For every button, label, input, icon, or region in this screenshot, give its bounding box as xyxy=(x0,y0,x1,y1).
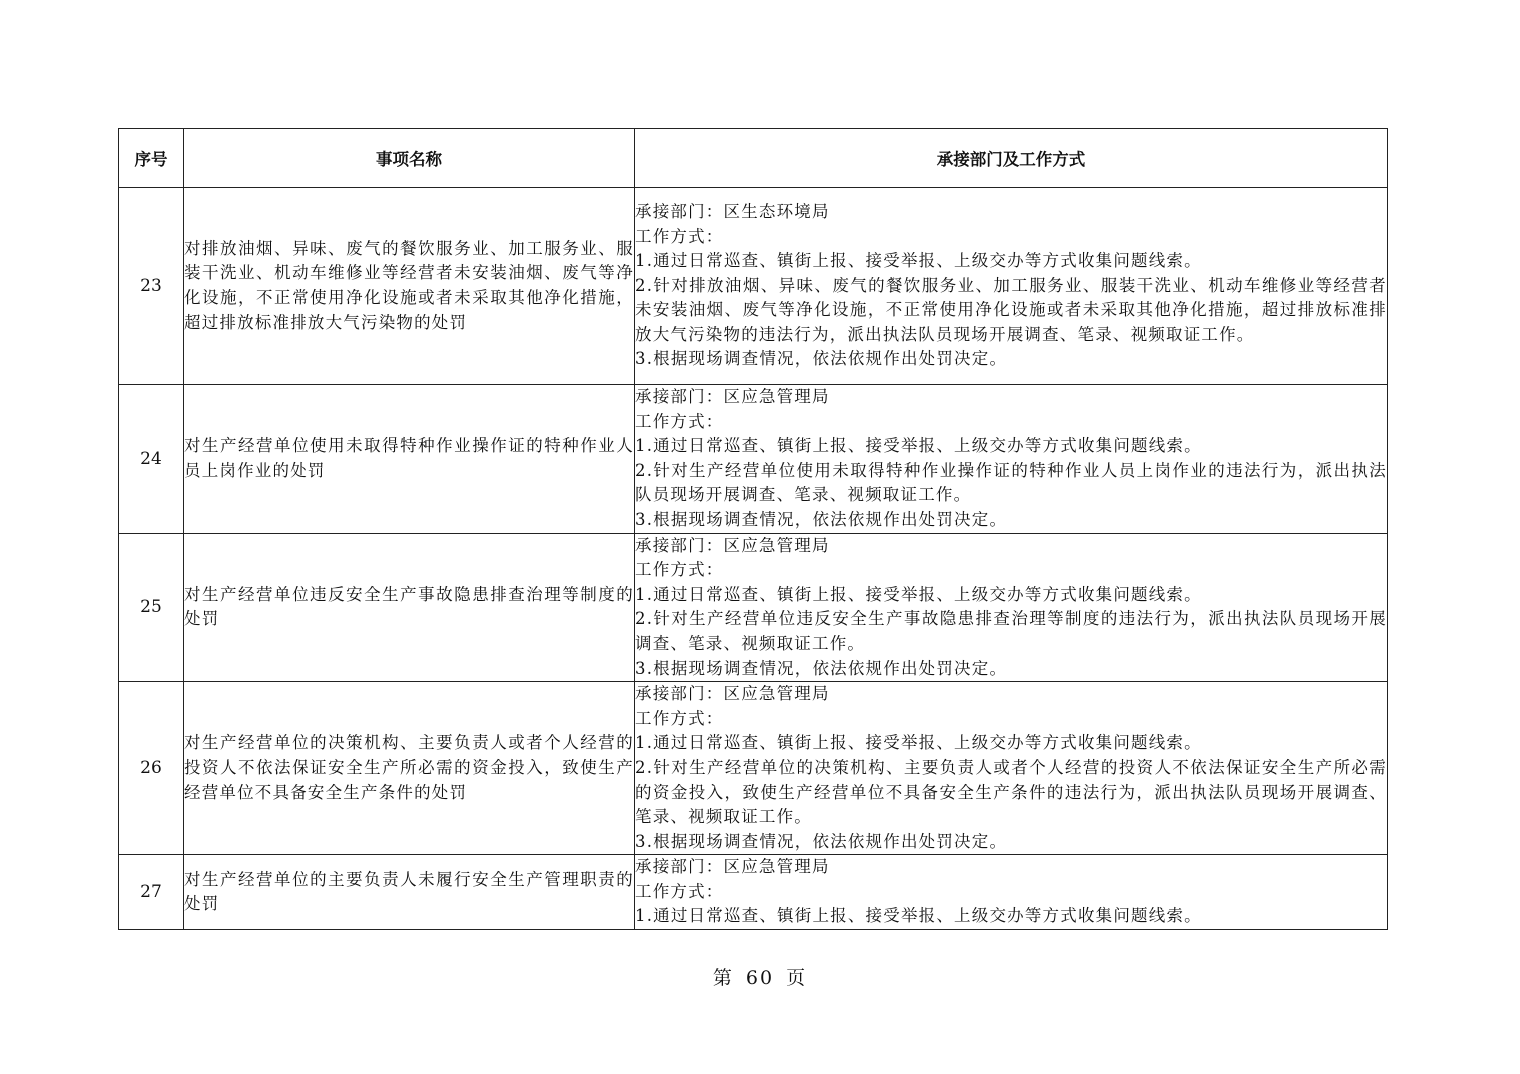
page-number-value: 60 xyxy=(745,967,775,989)
row-item-name: 对排放油烟、异味、废气的餐饮服务业、加工服务业、服装干洗业、机动车维修业等经营者未安装油烟、废气等净化设施，不正常使用净化设施或者未采取其他净化措施，超过排放标准排放大气污染物的处罚 xyxy=(184,188,635,385)
row-item-name: 对生产经营单位的决策机构、主要负责人或者个人经营的投资人不依法保证安全生产所必需的资金投入，致使生产经营单位不具备安全生产条件的处罚 xyxy=(184,682,635,855)
table-row xyxy=(119,533,1388,682)
row-seq: 24 xyxy=(119,385,184,534)
row-department: 承接部门：区生态环境局 xyxy=(635,201,830,221)
table-row xyxy=(119,682,1388,855)
row-method-cell xyxy=(635,682,1388,855)
row-work-mode-label: 工作方式： xyxy=(635,708,724,728)
row-step-3: 3.根据现场调查情况，依法依规作出处罚决定。 xyxy=(635,509,1008,529)
row-step-2: 2.针对生产经营单位的决策机构、主要负责人或者个人经营的投资人不依法保证安全生产所必需的资金投入，致使生产经营单位不具备安全生产条件的违法行为，派出执法队员现场开展调查、笔录、视频取证工作。 xyxy=(635,757,1387,827)
row-department: 承接部门：区应急管理局 xyxy=(635,857,830,877)
row-seq: 27 xyxy=(119,855,184,930)
page-prefix: 第 xyxy=(712,967,734,989)
row-method-cell xyxy=(635,188,1388,385)
page-number xyxy=(0,963,1520,990)
row-method-cell xyxy=(635,855,1388,930)
row-step-2: 2.针对生产经营单位使用未取得特种作业操作证的特种作业人员上岗作业的违法行为，派出执法队员现场开展调查、笔录、视频取证工作。 xyxy=(635,460,1387,505)
row-step-3: 3.根据现场调查情况，依法依规作出处罚决定。 xyxy=(635,831,1008,851)
row-step-1: 1.通过日常巡查、镇街上报、接受举报、上级交办等方式收集问题线索。 xyxy=(635,733,1202,753)
row-step-3: 3.根据现场调查情况，依法依规作出处罚决定。 xyxy=(635,349,1008,369)
row-work-mode-label: 工作方式： xyxy=(635,560,724,580)
page-suffix: 页 xyxy=(786,967,808,989)
header-name: 事项名称 xyxy=(184,129,635,188)
table-row xyxy=(119,188,1388,385)
row-method-cell xyxy=(635,533,1388,682)
row-seq: 23 xyxy=(119,188,184,385)
row-work-mode-label: 工作方式： xyxy=(635,411,724,431)
row-work-mode-label: 工作方式： xyxy=(635,226,724,246)
row-item-name: 对生产经营单位违反安全生产事故隐患排查治理等制度的处罚 xyxy=(184,533,635,682)
row-item-name: 对生产经营单位的主要负责人未履行安全生产管理职责的处罚 xyxy=(184,855,635,930)
table-row xyxy=(119,855,1388,930)
row-department: 承接部门：区应急管理局 xyxy=(635,684,830,704)
row-department: 承接部门：区应急管理局 xyxy=(635,535,830,555)
row-step-1: 1.通过日常巡查、镇街上报、接受举报、上级交办等方式收集问题线索。 xyxy=(635,251,1202,271)
row-step-2: 2.针对排放油烟、异味、废气的餐饮服务业、加工服务业、服装干洗业、机动车维修业等经营者未安装油烟、废气等净化设施，不正常使用净化设施或者未采取其他净化措施，超过排放标准排放大气污染物的违法行为，派出执法队员现场开展调查、笔录、视频取证工作。 xyxy=(635,275,1387,344)
row-step-3: 3.根据现场调查情况，依法依规作出处罚决定。 xyxy=(635,658,1008,678)
row-seq: 25 xyxy=(119,533,184,682)
row-work-mode-label: 工作方式： xyxy=(635,881,724,901)
table-row xyxy=(119,385,1388,534)
row-step-1: 1.通过日常巡查、镇街上报、接受举报、上级交办等方式收集问题线索。 xyxy=(635,906,1202,926)
header-method: 承接部门及工作方式 xyxy=(635,129,1388,188)
header-seq: 序号 xyxy=(119,129,184,188)
row-method-cell xyxy=(635,385,1388,534)
row-seq: 26 xyxy=(119,682,184,855)
row-step-2: 2.针对生产经营单位违反安全生产事故隐患排查治理等制度的违法行为，派出执法队员现场开展调查、笔录、视频取证工作。 xyxy=(635,609,1387,653)
table-header-row xyxy=(119,129,1388,188)
row-step-1: 1.通过日常巡查、镇街上报、接受举报、上级交办等方式收集问题线索。 xyxy=(635,584,1202,604)
row-department: 承接部门：区应急管理局 xyxy=(635,387,830,406)
row-step-1: 1.通过日常巡查、镇街上报、接受举报、上级交办等方式收集问题线索。 xyxy=(635,436,1202,456)
items-table xyxy=(118,128,1388,930)
row-item-name: 对生产经营单位使用未取得特种作业操作证的特种作业人员上岗作业的处罚 xyxy=(184,385,635,534)
